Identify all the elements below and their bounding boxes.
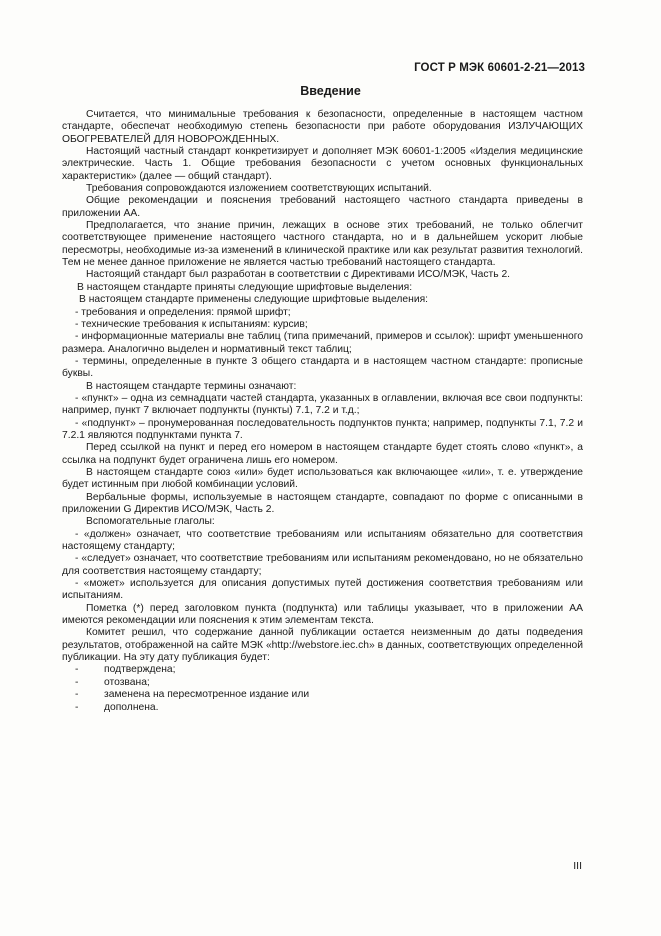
paragraph: Требования сопровождаются изложением соответствующих испытаний. (86, 183, 432, 195)
paragraph: В настоящем стандарте термины означают: (86, 380, 297, 392)
paragraph: Предполагается, что знание причин, лежащих в основе этих требований, не только облегчит соответствующее применение настоящего частного стандарта, но и в дальнейшем ускорит любые пересмотры, необходимые из-за изменений в клинической практике или как результат развития технологий. Тем не менее данное приложение не является частью требований настоящего стандарта. (62, 220, 583, 269)
list-item: - «подпункт» – пронумерованная последовательность подпунктов пункта; например, подпункты 7.1, 7.2 и 7.2.1 являются подпунктами пункта 7. (62, 417, 583, 441)
paragraph: В настоящем стандарте приняты следующие шрифтовые выделения: (77, 281, 413, 293)
list-item: - «может» используется для описания допустимых путей достижения соответствия требованиям или испытаниям. (62, 578, 583, 602)
list-dash: - (75, 689, 79, 701)
document-body (62, 109, 583, 714)
paragraph: В настоящем стандарте союз «или» будет использоваться как включающее «или», т. е. утверждение будет истинным при любой комбинации условий. (62, 466, 583, 491)
list-item-text: подтверждена; (104, 664, 176, 676)
list-item: - «следует» означает, что соответствие требованиям или испытаниям рекомендовано, но не обязательно для соответствия настоящему стандарту; (62, 553, 583, 577)
list-item: - информационные материалы вне таблиц (типа примечаний, примеров и ссылок): шрифт уменьшенного размера. Аналогично выделен и нормативный текст таблиц; (62, 331, 583, 355)
status-list-item (62, 664, 583, 676)
paragraph: Перед ссылкой на пункт и перед его номером в настоящем стандарте будет стоять слово «пункт», а ссылка на подпункт будет ограничена лишь его номером. (62, 442, 583, 466)
standard-header: ГОСТ Р МЭК 60601-2-21—2013 (414, 62, 585, 74)
section-title: Введение (300, 84, 361, 98)
list-item-text: заменена на пересмотренное издание или (104, 689, 310, 701)
paragraph: Вспомогательные глаголы: (86, 516, 215, 528)
paragraph: Пометка (*) перед заголовком пункта (подпункта) или таблицы указывает, что в приложении АА имеются рекомендации или пояснения к этим элементам текста. (62, 602, 583, 627)
list-dash: - (75, 664, 79, 676)
list-dash: - (75, 701, 79, 713)
list-item: - «пункт» – одна из семнадцати частей стандарта, указанных в оглавлении, включая все свои подпункты: например, пункт 7 включает подпункты (пункты) 7.1, 7.2 и т.д.; (62, 392, 583, 417)
paragraph: В настоящем стандарте применены следующие шрифтовые выделения: (79, 294, 429, 306)
paragraph: Настоящий стандарт был разработан в соответствии с Директивами ИСО/МЭК, Часть 2. (86, 269, 511, 281)
status-list-item (62, 702, 583, 714)
list-item: - требования и определения: прямой шрифт; (75, 306, 291, 318)
list-item: - термины, определенные в пункте 3 общего стандарта и в настоящем частном стандарте: прописные буквы. (62, 355, 583, 380)
paragraph: Считается, что минимальные требования к безопасности, определенные в настоящем частном стандарте, обеспечат необходимую степень безопасности при работе оборудования ИЗЛУЧАЮЩИХ ОБОГРЕВАТЕЛЕЙ ДЛЯ НОВОРОЖДЕННЫХ. (62, 109, 583, 145)
status-list-item (62, 677, 583, 689)
list-item: - «должен» означает, что соответствие требованиям или испытаниям обязательно для соответствия настоящему стандарту; (62, 528, 583, 553)
list-dash: - (75, 676, 79, 688)
list-item-text: дополнена. (104, 701, 159, 713)
paragraph: Вербальные формы, используемые в настоящем стандарте, совпадают по форме с описанными в приложении G Директив ИСО/МЭК, Часть 2. (62, 491, 583, 515)
paragraph: Настоящий частный стандарт конкретизирует и дополняет МЭК 60601-1:2005 «Изделия медицинские электрические. Часть 1. Общие требования безопасности с учетом основных функциональных характеристик» (далее — общий стандарт). (62, 146, 583, 182)
list-item-text: отозвана; (104, 676, 150, 688)
paragraph: Комитет решил, что содержание данной публикации остается неизменным до даты подведения результатов, отображенной на сайте МЭК «http://webstore.iec.ch» в данных, соответствующих определенной публикации. На эту дату публикация будет: (62, 627, 583, 664)
list-item: - технические требования к испытаниям: курсив; (75, 318, 308, 330)
paragraph: Общие рекомендации и пояснения требований настоящего частного стандарта приведены в приложении АА. (62, 195, 583, 219)
page-number: III (573, 860, 582, 872)
status-list-item (62, 689, 583, 701)
